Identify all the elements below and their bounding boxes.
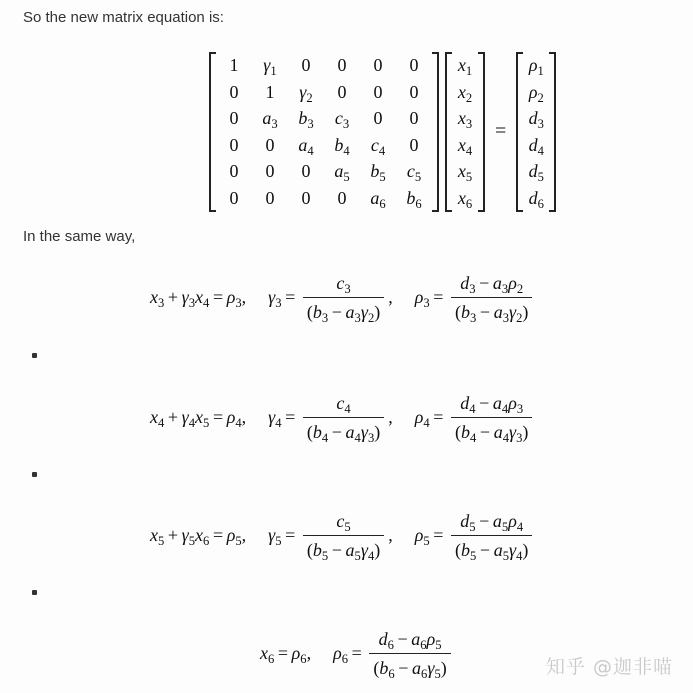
vector-cell: $x_1$ xyxy=(457,55,473,78)
matrix-cell: $\gamma_2$ xyxy=(299,81,313,105)
same-way-text: In the same way, xyxy=(23,228,136,245)
matrix-cell: 0 xyxy=(301,161,311,182)
gamma-fraction: $\frac{c_3}{(b_3 - a_3\gamma_2)}$ xyxy=(303,272,384,323)
vector-cell: $d_4$ xyxy=(528,134,544,158)
equation-row-3: $x_3 + \gamma_3x_4 = \rho_3$, $\gamma_3$ = $\frac{c_3}{(b_3 - a_3\gamma_2)}$ , $\rho_3$ = $\frac{d_3 - a_3\rho_2}{(b_3 - a_3\gamma_2)}$ xyxy=(150,272,536,323)
coefficient-matrix xyxy=(209,52,439,212)
matrix-cell: 0 xyxy=(373,108,383,129)
matrix-cell: 0 xyxy=(337,187,347,208)
vector-cell: $x_5$ xyxy=(457,161,473,185)
equation-lhs: $x_3 + \gamma_3x_4 = \rho_3$, xyxy=(150,287,247,310)
vector-cell: $x_4$ xyxy=(457,134,473,158)
vector-cell: $d_5$ xyxy=(528,161,544,185)
matrix-cell: $c_4$ xyxy=(370,134,386,158)
matrix-cell: $\gamma_1$ xyxy=(263,55,277,78)
matrix-cell: $b_6$ xyxy=(406,187,422,211)
matrix-cell: $b_3$ xyxy=(298,108,314,131)
matrix-cell: $c_3$ xyxy=(334,108,350,131)
equation-row-6: $x_6 = \rho_6$, $\rho_6$ = $\frac{d_6 - a_6\rho_5}{(b_6 - a_6\gamma_5)}$ xyxy=(260,628,455,679)
rho-fraction: $\frac{d_6 - a_6\rho_5}{(b_6 - a_6\gamma_5)}$ xyxy=(369,628,450,679)
intro-text: So the new matrix equation is: xyxy=(23,9,224,26)
gamma-fraction: $\frac{c_5}{(b_5 - a_5\gamma_4)}$ xyxy=(303,510,384,561)
vector-cell: $x_6$ xyxy=(457,187,473,211)
matrix-cell: 0 xyxy=(409,81,419,102)
matrix-cell: 0 xyxy=(229,187,239,208)
matrix-cell: 0 xyxy=(409,134,419,155)
matrix-cell: $b_4$ xyxy=(334,134,350,158)
matrix-cell: 0 xyxy=(301,187,311,208)
matrix-cell: $b_5$ xyxy=(370,161,386,185)
matrix-cell: 0 xyxy=(229,134,239,155)
vector-cell: $d_6$ xyxy=(528,187,544,211)
vector-cell: $x_3$ xyxy=(457,108,473,131)
matrix-cell: 0 xyxy=(409,55,419,75)
matrix-cell: 0 xyxy=(373,55,383,75)
vector-cell: $d_3$ xyxy=(528,108,544,131)
matrix-cell: 0 xyxy=(337,55,347,75)
matrix-cell: 0 xyxy=(265,187,275,208)
matrix-cell: 1 xyxy=(229,55,239,75)
matrix-cell: 0 xyxy=(229,81,239,102)
equation-row-4: $x_4 + \gamma_4x_5 = \rho_4$, $\gamma_4$ = $\frac{c_4}{(b_4 - a_4\gamma_3)}$ , $\rho_4$ = $\frac{d_4 - a_4\rho_3}{(b_4 - a_4\gamma_3)}$ xyxy=(150,392,536,443)
matrix-cell: 0 xyxy=(229,108,239,129)
list-bullet xyxy=(32,590,37,595)
matrix-cell: 0 xyxy=(337,81,347,102)
matrix-equation xyxy=(209,52,556,212)
matrix-cell: 0 xyxy=(373,81,383,102)
matrix-cell: $c_5$ xyxy=(406,161,422,185)
rho-fraction: $\frac{d_4 - a_4\rho_3}{(b_4 - a_4\gamma_3)}$ xyxy=(451,392,532,443)
equals-sign: = xyxy=(495,120,507,143)
matrix-cell: $a_3$ xyxy=(262,108,278,131)
rhs-vector xyxy=(516,52,556,212)
vector-cell: $\rho_2$ xyxy=(528,81,544,105)
vector-cell: $x_2$ xyxy=(457,81,473,105)
zhihu-watermark: 知乎 @迦非喵 xyxy=(546,656,674,678)
gamma-label: $\gamma_3$ = xyxy=(268,287,299,310)
vector-cell: $\rho_1$ xyxy=(528,55,544,78)
matrix-cell: $a_4$ xyxy=(298,134,314,158)
equation-row-5: $x_5 + \gamma_5x_6 = \rho_5$, $\gamma_5$ = $\frac{c_5}{(b_5 - a_5\gamma_4)}$ , $\rho_5$ = $\frac{d_5 - a_5\rho_4}{(b_5 - a_5\gamma_4)}$ xyxy=(150,510,536,561)
gamma-fraction: $\frac{c_4}{(b_4 - a_4\gamma_3)}$ xyxy=(303,392,384,443)
list-bullet xyxy=(32,353,37,358)
matrix-cell: 0 xyxy=(265,134,275,155)
matrix-cell: $a_6$ xyxy=(370,187,386,211)
matrix-cell: 0 xyxy=(301,55,311,75)
matrix-cell: 0 xyxy=(265,161,275,182)
unknown-vector xyxy=(445,52,485,212)
matrix-cell: 0 xyxy=(409,108,419,129)
list-bullet xyxy=(32,472,37,477)
matrix-cell: 0 xyxy=(229,161,239,182)
rho-fraction: $\frac{d_3 - a_3\rho_2}{(b_3 - a_3\gamma_2)}$ xyxy=(451,272,532,323)
rho-fraction: $\frac{d_5 - a_5\rho_4}{(b_5 - a_5\gamma_4)}$ xyxy=(451,510,532,561)
rho-label: $\rho_3$ = xyxy=(414,287,448,310)
matrix-cell: 1 xyxy=(265,81,275,102)
matrix-cell: $a_5$ xyxy=(334,161,350,185)
